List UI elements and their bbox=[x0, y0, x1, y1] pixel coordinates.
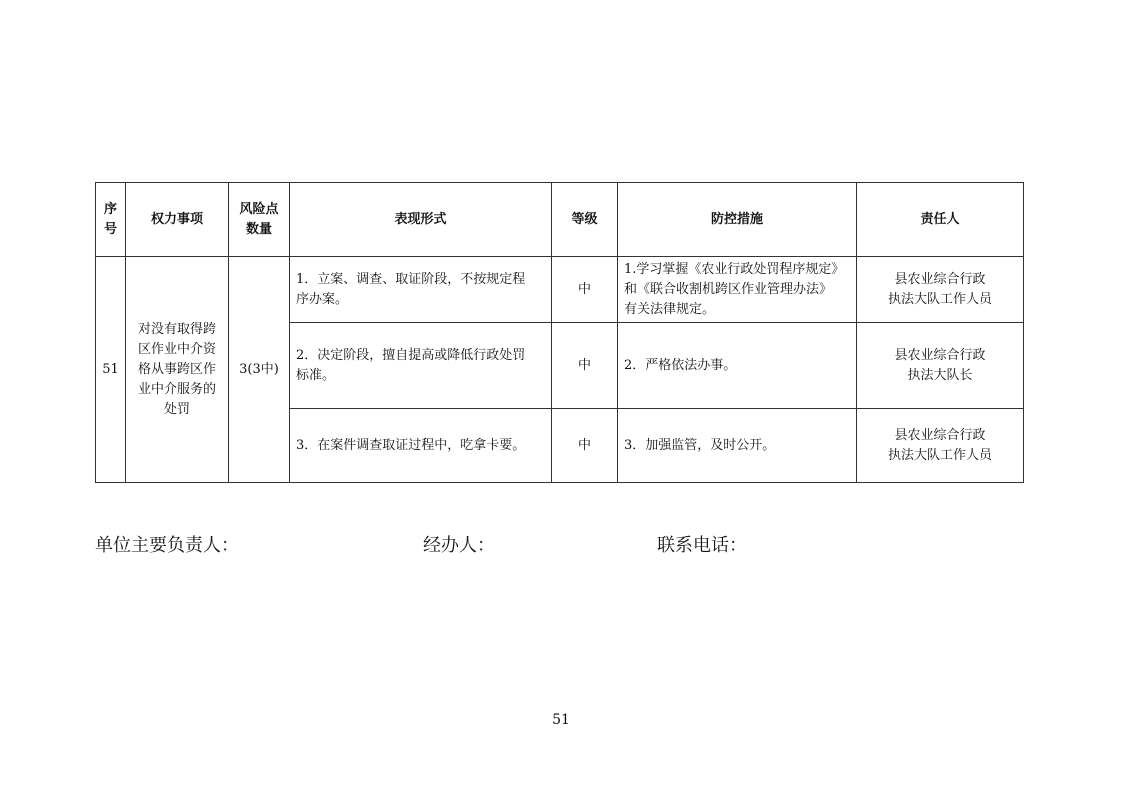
cell-level: 中 bbox=[552, 257, 618, 323]
header-level: 等级 bbox=[552, 183, 618, 257]
cell-person: 县农业综合行政 执法大队工作人员 bbox=[857, 257, 1024, 323]
page-number: 51 bbox=[552, 712, 570, 728]
header-person: 责任人 bbox=[857, 183, 1024, 257]
cell-person: 县农业综合行政 执法大队工作人员 bbox=[857, 409, 1024, 483]
cell-form: 3．在案件调查取证过程中，吃拿卡要。 bbox=[290, 409, 552, 483]
cell-item: 对没有取得跨 区作业中介资 格从事跨区作 业中介服务的 处罚 bbox=[126, 257, 229, 483]
table-header-row bbox=[96, 183, 1024, 257]
cell-measure: 2．严格依法办事。 bbox=[618, 323, 857, 409]
header-risk-count: 风险点 数量 bbox=[229, 183, 290, 257]
cell-risk-count: 3(3中) bbox=[229, 257, 290, 483]
cell-form: 2．决定阶段，擅自提高或降低行政处罚 标准。 bbox=[290, 323, 552, 409]
cell-measure: 3．加强监管，及时公开。 bbox=[618, 409, 857, 483]
header-item: 权力事项 bbox=[126, 183, 229, 257]
cell-measure: 1.学习掌握《农业行政处罚程序规定》 和《联合收割机跨区作业管理办法》 有关法律规定。 bbox=[618, 257, 857, 323]
header-seq: 序 号 bbox=[96, 183, 126, 257]
footer-unit-leader: 单位主要负责人： bbox=[95, 535, 239, 556]
footer-handler: 经办人： bbox=[423, 535, 495, 556]
risk-table bbox=[95, 182, 1024, 483]
cell-person: 县农业综合行政 执法大队长 bbox=[857, 323, 1024, 409]
header-measure: 防控措施 bbox=[618, 183, 857, 257]
header-form: 表现形式 bbox=[290, 183, 552, 257]
cell-seq: 51 bbox=[96, 257, 126, 483]
table-row bbox=[96, 257, 1024, 323]
cell-level: 中 bbox=[552, 409, 618, 483]
cell-level: 中 bbox=[552, 323, 618, 409]
footer-phone: 联系电话： bbox=[657, 535, 747, 556]
cell-form: 1．立案、调查、取证阶段，不按规定程 序办案。 bbox=[290, 257, 552, 323]
